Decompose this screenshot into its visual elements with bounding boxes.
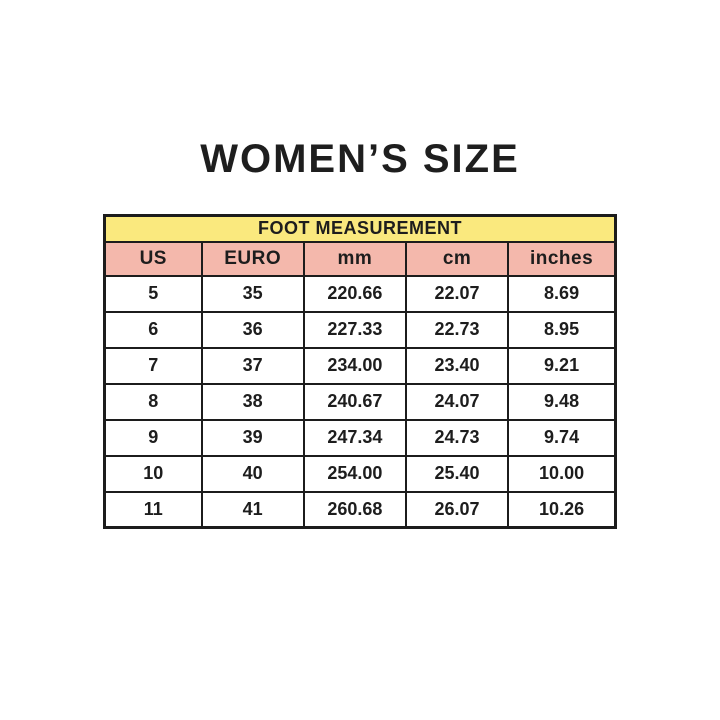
table-cell: 254.00	[304, 456, 406, 492]
column-header-us: US	[105, 242, 202, 276]
table-cell: 10.26	[508, 492, 615, 528]
table-cell: 234.00	[304, 348, 406, 384]
table-cell: 24.73	[406, 420, 508, 456]
table-cell: 26.07	[406, 492, 508, 528]
table-cell: 9.48	[508, 384, 615, 420]
table-row	[105, 456, 616, 492]
table-cell: 39	[202, 420, 304, 456]
table-head	[105, 216, 616, 276]
table-cell: 260.68	[304, 492, 406, 528]
table-row	[105, 384, 616, 420]
group-header-row	[105, 216, 616, 242]
table-cell: 7	[105, 348, 202, 384]
table-cell: 37	[202, 348, 304, 384]
table-row	[105, 420, 616, 456]
table-cell: 220.66	[304, 276, 406, 312]
column-header-row	[105, 242, 616, 276]
table-cell: 10.00	[508, 456, 615, 492]
table-row	[105, 348, 616, 384]
table-cell: 8.69	[508, 276, 615, 312]
table-row	[105, 312, 616, 348]
table-cell: 9.74	[508, 420, 615, 456]
size-chart-page	[0, 138, 720, 720]
table-cell: 40	[202, 456, 304, 492]
table-cell: 9	[105, 420, 202, 456]
column-header-mm: mm	[304, 242, 406, 276]
size-table	[103, 214, 617, 529]
column-header-cm: cm	[406, 242, 508, 276]
table-cell: 9.21	[508, 348, 615, 384]
table-cell: 240.67	[304, 384, 406, 420]
table-cell: 22.73	[406, 312, 508, 348]
table-row	[105, 276, 616, 312]
table-cell: 41	[202, 492, 304, 528]
table-cell: 38	[202, 384, 304, 420]
page-title: WOMEN’S SIZE	[200, 137, 520, 181]
table-cell: 36	[202, 312, 304, 348]
column-header-inches: inches	[508, 242, 615, 276]
table-row	[105, 492, 616, 528]
table-cell: 23.40	[406, 348, 508, 384]
table-cell: 8.95	[508, 312, 615, 348]
table-cell: 24.07	[406, 384, 508, 420]
table-cell: 11	[105, 492, 202, 528]
column-header-euro: EURO	[202, 242, 304, 276]
table-cell: 35	[202, 276, 304, 312]
table-cell: 25.40	[406, 456, 508, 492]
table-group-header: FOOT MEASUREMENT	[105, 216, 616, 242]
table-cell: 6	[105, 312, 202, 348]
table-cell: 247.34	[304, 420, 406, 456]
table-cell: 227.33	[304, 312, 406, 348]
table-cell: 8	[105, 384, 202, 420]
table-cell: 5	[105, 276, 202, 312]
table-cell: 10	[105, 456, 202, 492]
table-body	[105, 276, 616, 528]
table-cell: 22.07	[406, 276, 508, 312]
